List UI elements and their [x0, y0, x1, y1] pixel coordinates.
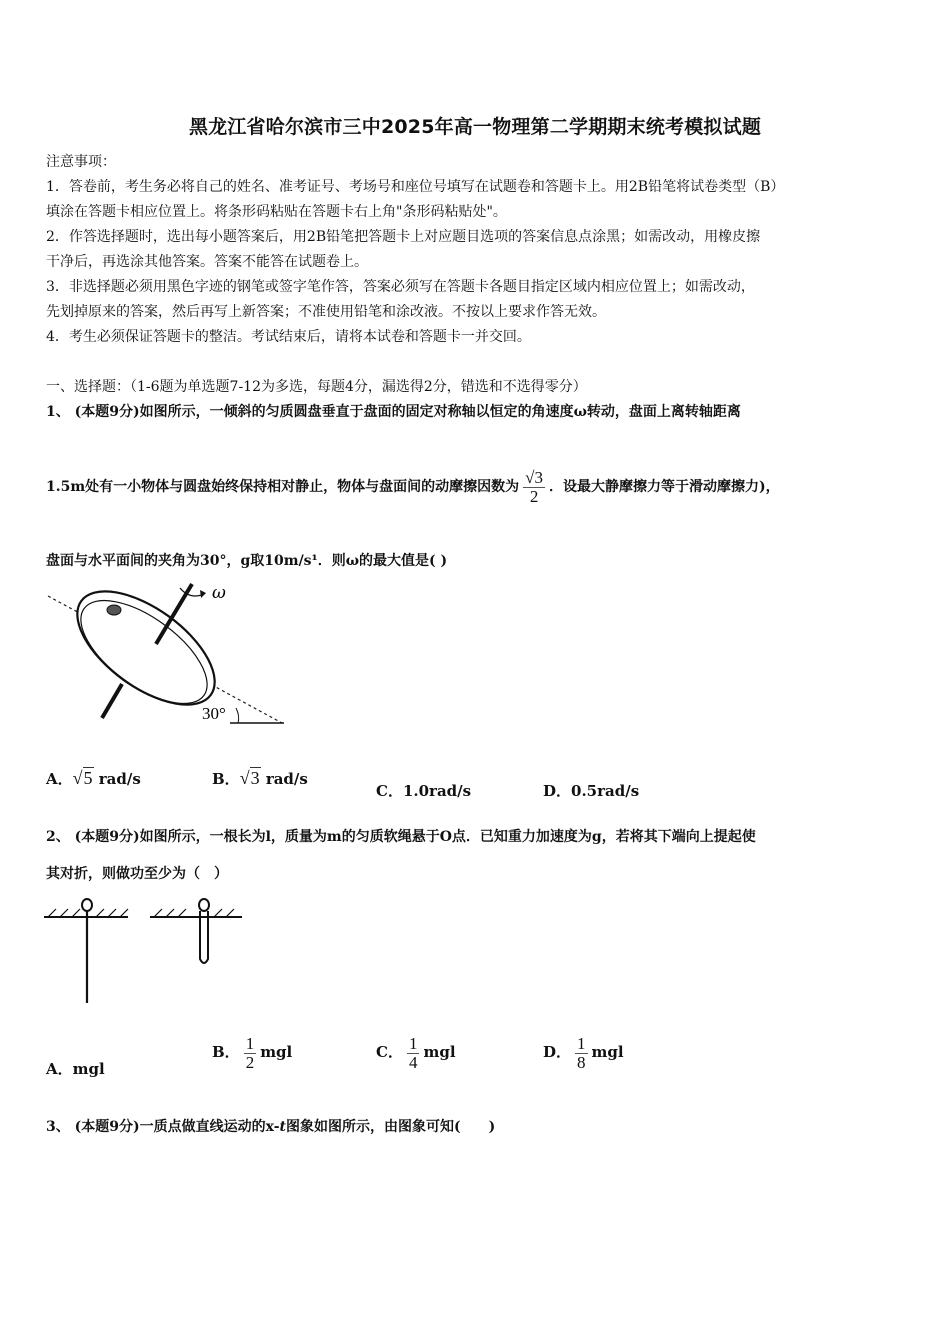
option-label: D． [543, 782, 572, 800]
fraction-numerator: √3 [525, 467, 544, 487]
hook-o-right [199, 899, 209, 911]
option-label: B． [212, 770, 240, 788]
q3-stem-line1 [46, 1117, 495, 1137]
option-fraction [575, 1035, 588, 1072]
rope-folded [200, 911, 208, 963]
q1-stem-text: ．设最大静摩擦力等于滑动摩擦力)， [549, 479, 780, 495]
fraction-denominator: 2 [245, 1052, 255, 1072]
q2-rope-figure [44, 895, 248, 1010]
notice-line: 3．非选择题必须用黑色字迹的钢笔或签字笔作答，答案必须写在答题卡各题目指定区域内相应位置上；如需改动， [46, 279, 755, 295]
fraction-denominator: 8 [577, 1052, 586, 1072]
fraction-denominator: 2 [523, 487, 545, 506]
q1-stem-line3: 盘面与水平面间的夹角为30°，g取10m/s¹．则ω的最大值是( ) [46, 553, 448, 569]
q1-mu-fraction [523, 469, 545, 506]
sqrt-symbol: √3 [239, 768, 260, 788]
option-value: mgl [72, 1060, 105, 1078]
notice-line: 填涂在答题卡相应位置上。将条形码粘贴在答题卡右上角"条形码粘贴处"。 [46, 204, 507, 220]
fraction-numerator: 1 [577, 1033, 586, 1053]
q1-stem-line1: 1、 (本题9分)如图所示，一倾斜的匀质圆盘垂直于盘面的固定对称轴以恒定的角速度ω转动，盘面上离转轴距离 [46, 404, 741, 420]
option-value: mgl [591, 1043, 624, 1061]
q2-stem-line2: 其对折，则做功至少为（ ） [46, 866, 228, 882]
option-fraction [244, 1035, 257, 1072]
hook-o-left [82, 899, 92, 911]
radicand: 5 [83, 768, 93, 788]
q2-option-a[interactable] [46, 1058, 105, 1079]
option-label: B． [212, 1043, 240, 1061]
q2-option-d[interactable] [543, 1032, 624, 1072]
option-label: C． [376, 1043, 403, 1061]
q1-stem-text: 1.5m处有一小物体与圆盘始终保持相对静止，物体与盘面间的动摩擦因数为 [46, 479, 520, 495]
section-heading: 一、选择题：（1-6题为单选题7-12为多选，每题4分，漏选得2分，错选和不选得零分） [46, 379, 587, 395]
angle-arc [236, 708, 239, 723]
q2-option-b[interactable] [212, 1032, 292, 1072]
option-label: C． [376, 782, 403, 800]
option-value: 1.0rad/s [402, 782, 472, 800]
q1-stem-line2 [46, 467, 780, 507]
small-object [107, 605, 121, 615]
option-fraction [407, 1035, 420, 1072]
option-label: A． [46, 770, 73, 788]
fraction-denominator: 4 [408, 1052, 418, 1072]
page-title: 黑龙江省哈尔滨市三中2025年高一物理第二学期期末统考模拟试题 [188, 116, 762, 138]
fraction-numerator: 1 [408, 1033, 418, 1053]
axle-lower [102, 684, 122, 718]
q3-variable-t: t [279, 1119, 286, 1135]
q1-option-a[interactable] [46, 768, 141, 789]
radicand: 3 [250, 768, 260, 788]
ceiling-hatch-right [154, 909, 234, 917]
option-label: D． [543, 1043, 572, 1061]
option-label: A． [46, 1060, 73, 1078]
q3-stem-text: 图象如图所示，由图象可知( ) [285, 1119, 496, 1135]
arrow-head [200, 590, 206, 598]
q3-stem-text: 3、 (本题9分)一质点做直线运动的x- [46, 1119, 280, 1135]
q2-stem-line1: 2、 (本题9分)如图所示，一根长为l，质量为m的匀质软绳悬于O点．已知重力加速度为g，若将其下端向上提起使 [46, 829, 756, 845]
sqrt-symbol: √5 [72, 768, 93, 788]
notice-line: 干净后，再选涂其他答案。答案不能答在试题卷上。 [46, 254, 368, 270]
option-value: 0.5rad/s [571, 782, 640, 800]
notice-line: 4．考生必须保证答题卡的整洁。考试结束后，请将本试卷和答题卡一并交回。 [46, 329, 531, 345]
q1-option-d[interactable] [543, 780, 639, 801]
option-value: mgl [423, 1043, 456, 1061]
option-unit: rad/s [265, 770, 308, 788]
angle-label: 30° [202, 704, 226, 723]
option-value: mgl [260, 1043, 293, 1061]
q1-option-c[interactable] [376, 780, 471, 801]
notice-line: 先划掉原来的答案，然后再写上新答案；不准使用铅笔和涂改液。不按以上要求作答无效。 [46, 304, 606, 320]
omega-label: ω [212, 583, 226, 603]
option-unit: rad/s [98, 770, 141, 788]
q1-rotating-disc-figure [44, 580, 294, 730]
q2-option-c[interactable] [376, 1032, 456, 1072]
fraction-numerator: 1 [245, 1033, 255, 1053]
notice-line: 2．作答选择题时，选出每小题答案后，用2B铅笔把答题卡上对应题目选项的答案信息点涂黑；如需改动，用橡皮擦 [46, 229, 761, 245]
notice-line: 1．答卷前，考生务必将自己的姓名、准考证号、考场号和座位号填写在试题卷和答题卡上。用2B铅笔将试卷类型（B） [46, 179, 785, 195]
notice-heading: 注意事项： [46, 154, 116, 170]
q1-option-b[interactable] [212, 768, 308, 789]
